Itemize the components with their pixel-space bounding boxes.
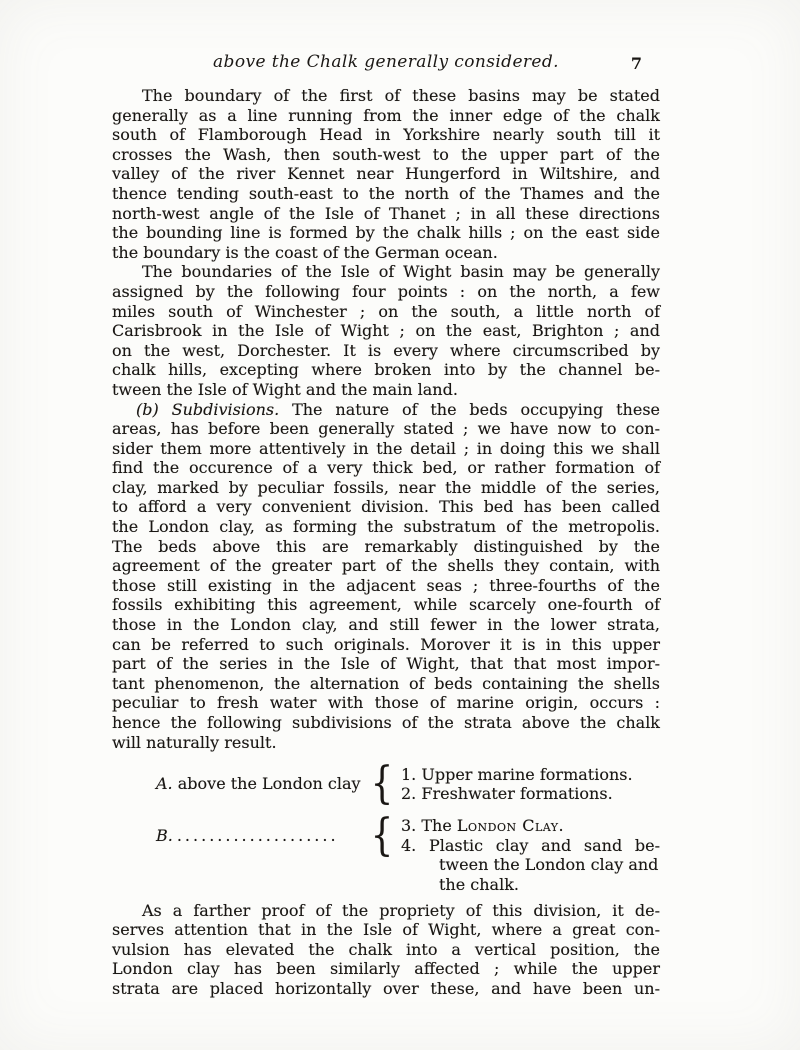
text-line: the London clay, as forming the substratum of the metropolis.: [112, 517, 660, 537]
text-line: generally as a line running from the inner edge of the chalk: [112, 105, 660, 125]
text-line: to afford a very convenient division. This bed has been called: [112, 497, 660, 517]
paragraph-farther-proof: [112, 901, 660, 999]
subdivision-row-b: [112, 810, 660, 894]
text-line: strata are placed horizontally over these, and have been un-: [112, 978, 660, 998]
subdivision-table: [112, 758, 660, 894]
text-line: 1. Upper marine formations.: [401, 764, 633, 784]
row-b-letter: B.: [156, 826, 173, 846]
text-line: can be referred to such originals. Morover it is in this upper: [112, 634, 660, 654]
text-line: those in the London clay, and still fewer in the lower strata,: [112, 615, 660, 635]
paragraph-isle-of-wight-basin: [112, 262, 660, 399]
row-a-label: [156, 774, 368, 794]
paragraph-subdivisions: [112, 400, 660, 753]
text-line: The beds above this are remarkably distinguished by the: [112, 536, 660, 556]
text-line: Carisbrook in the Isle of Wight ; on the east, Brighton ; and: [112, 321, 660, 341]
text-line: the bounding line is formed by the chalk hills ; on the east side: [112, 223, 660, 243]
text-line: 2. Freshwater formations.: [401, 784, 613, 804]
text-line: hence the following subdivisions of the strata above the chalk: [112, 713, 660, 732]
text-line: sider them more attentively in the detail ; in doing this we shall: [112, 438, 660, 458]
subdivisions-heading-line: [112, 400, 660, 420]
text-line: miles south of Winchester ; on the south, a little north of: [112, 301, 660, 321]
item-3-smallcaps: London Clay: [456, 816, 559, 836]
running-title: above the Chalk generally considered.: [213, 52, 559, 72]
page-number: 7: [630, 54, 642, 73]
subdivision-row-a: [112, 758, 660, 810]
text-line: tant phenomenon, the alternation of beds containing the shells: [112, 673, 660, 693]
text-line: part of the series in the Isle of Wight, that that most impor-: [112, 654, 660, 674]
section-title: Subdivisions.: [171, 399, 280, 419]
row-a-label-text: above the London clay: [177, 774, 361, 794]
text-line: north-west angle of the Isle of Thanet ; in all these directions: [112, 203, 660, 223]
item-3-suffix: .: [558, 816, 564, 836]
text-line: south of Flamborough Head in Yorkshire nearly south till it: [112, 125, 660, 145]
text-line: tween the London clay and: [439, 855, 659, 875]
text-line: clay, marked by peculiar fossils, near the middle of the series,: [112, 477, 660, 497]
row-b-label: [156, 826, 368, 846]
text-line: on the west, Dorchester. It is every where circumscribed by: [112, 340, 660, 360]
brace-icon: {: [370, 758, 394, 810]
text-line: The boundaries of the Isle of Wight basin may be generally: [142, 262, 660, 282]
section-heading-text: The nature of the beds occupying these: [292, 399, 661, 419]
text-line: The boundary of the first of these basins may be stated: [142, 86, 660, 105]
page-header: [112, 52, 660, 74]
row-a-letter: A.: [156, 774, 173, 794]
text-line: find the occurence of a very thick bed, or rather formation of: [112, 458, 660, 478]
text-line: the chalk.: [439, 874, 519, 894]
text-line: As a farther proof of the propriety of this division, it de-: [142, 900, 660, 920]
text-line: peculiar to fresh water with those of marine origin, occurs :: [112, 693, 660, 713]
row-b-items: [401, 816, 660, 894]
text-line: tween the Isle of Wight and the main land.: [112, 379, 458, 399]
text-line: vulsion has elevated the chalk into a vertical position, the: [112, 939, 660, 959]
section-letter: (b): [136, 399, 159, 419]
subdivisions-body-lines: [112, 419, 660, 752]
paragraph-first-basin-boundary: [112, 86, 660, 262]
body-text: [112, 86, 660, 999]
text-line: those still existing in the adjacent seas ; three-fourths of the: [112, 575, 660, 595]
text-line: agreement of the greater part of the shells they contain, with: [112, 556, 660, 576]
text-line: crosses the Wash, then south-west to the upper part of the: [112, 144, 660, 164]
row-a-items: [401, 765, 660, 804]
brace-icon: {: [370, 810, 394, 862]
text-line: will naturally result.: [112, 732, 277, 752]
text-line: valley of the river Kennet near Hungerford in Wiltshire, and: [112, 164, 660, 184]
row-b-dotted-leader: ....................: [176, 826, 339, 846]
text-line: assigned by the following four points : on the north, a few: [112, 281, 660, 301]
text-line: thence tending south-east to the north of the Thames and the: [112, 183, 660, 203]
item-4-plastic-clay: [401, 836, 660, 895]
text-line: 4. Plastic clay and sand be-: [401, 835, 660, 855]
text-line: areas, has before been generally stated ; we have now to con-: [112, 419, 660, 439]
text-line: serves attention that in the Isle of Wight, where a great con-: [112, 920, 660, 940]
item-3-prefix: 3. The: [401, 816, 457, 836]
text-line: fossils exhibiting this agreement, while scarcely one-fourth of: [112, 595, 660, 615]
text-line: chalk hills, excepting where broken into by the channel be-: [112, 360, 660, 380]
item-3-london-clay: [401, 816, 660, 836]
text-line: London clay has been similarly affected ; while the upper: [112, 959, 660, 979]
text-line: the boundary is the coast of the German ocean.: [112, 242, 498, 262]
